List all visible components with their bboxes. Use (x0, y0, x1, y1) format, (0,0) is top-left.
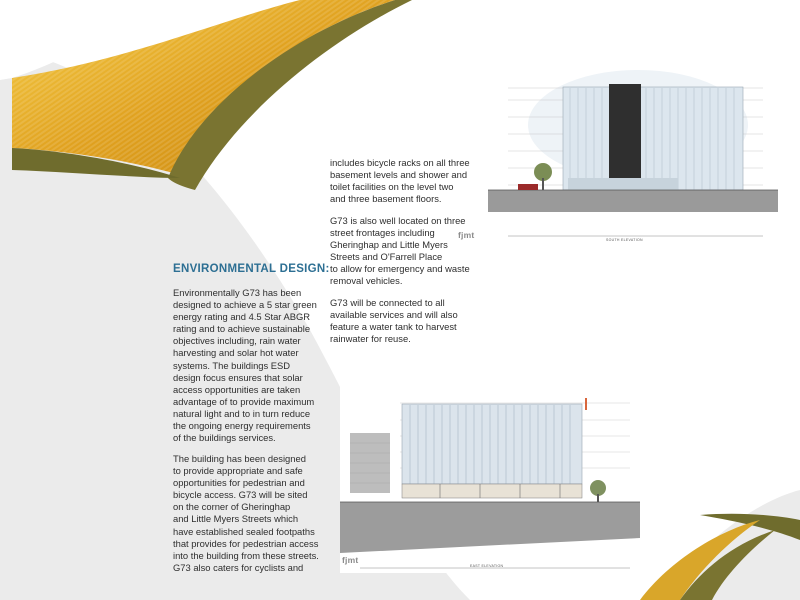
south-elevation-drawing (458, 70, 778, 255)
environmental-design-heading: ENVIRONMENTAL DESIGN: (173, 263, 330, 275)
paragraph-esd-rating: Environmentally G73 has been designed to achieve a 5 star green energy rating and 4.5 Star ABGR rating and to achieve sustainable objectives including, rain water harvesting and solar hot water systems. The buildings ESD design focus ensures that solar access opportunities are taken advantage of to provide maximum natural light and to in turn reduce the ongoing energy requirements of the buildings services. (173, 287, 317, 444)
paragraph-pedestrian-access: The building has been designed to provide appropriate and safe opportunities for pedestrian and bicycle access. G73 will be sited on the corner of Gheringhap and Little Myers Streets which have established sealed footpaths that provides for pedestrian access into the building from these streets. G73 also caters for cyclists and (173, 453, 319, 573)
east-elevation-illustration (340, 378, 640, 573)
east-elevation-drawing (340, 378, 640, 573)
east-elevation-title: EAST ELEVATION (470, 564, 504, 568)
south-drawing-logo: fjmt (458, 230, 475, 240)
paragraph-bicycle-facilities: includes bicycle racks on all three basement levels and shower and toilet facilities on the level two and three basement floors. (330, 157, 470, 205)
east-drawing-logo: fjmt (342, 555, 359, 565)
paragraph-services: G73 will be connected to all available services and will also feature a water tank to harvest rainwater for reuse. (330, 297, 458, 345)
paragraph-street-frontages: G73 is also well located on three street frontages including Gheringhap and Little Myers Streets and O'Farrell Place to allow for emergency and waste removal vehicles. (330, 215, 470, 287)
south-elevation-title: SOUTH ELEVATION (606, 238, 643, 242)
south-elevation-illustration (488, 70, 778, 255)
